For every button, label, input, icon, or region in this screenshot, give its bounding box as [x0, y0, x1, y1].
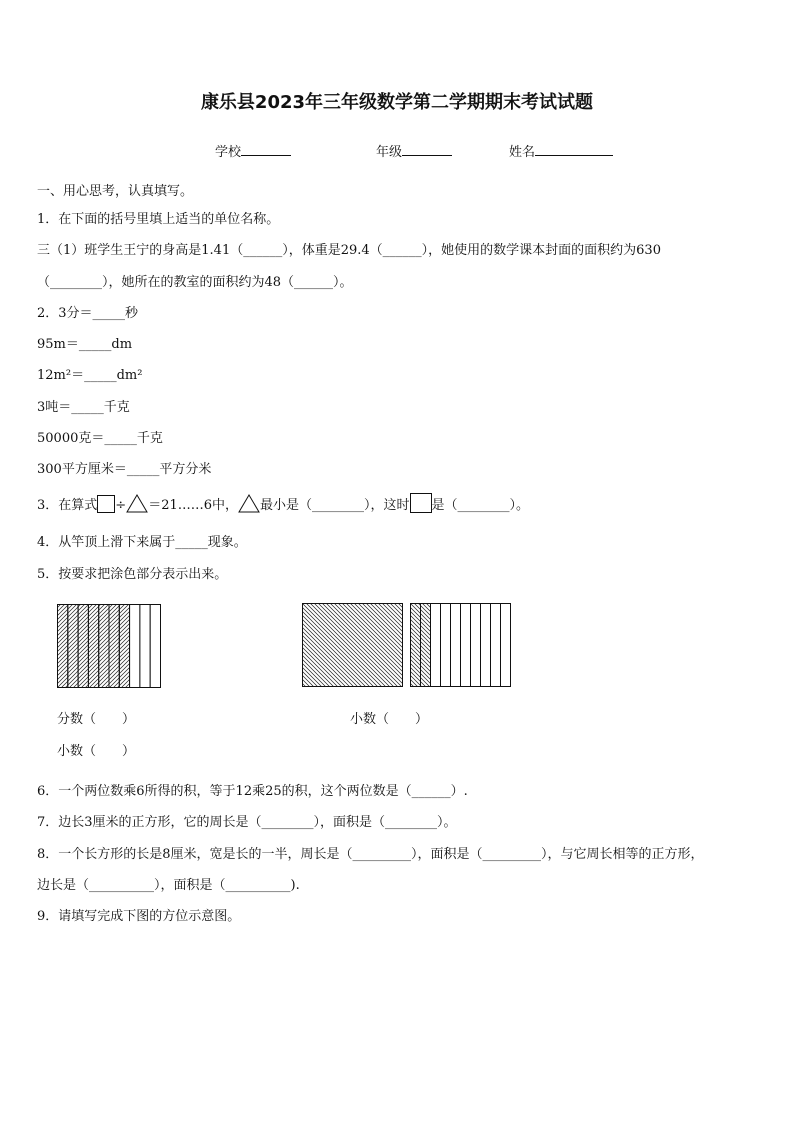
- q2-item: 12m²＝_____dm²: [37, 368, 143, 383]
- q4-text: 4．从竿顶上滑下来属于_____现象。: [37, 535, 247, 550]
- empty-strip: [451, 604, 461, 687]
- school-blank[interactable]: [241, 143, 291, 156]
- triangle-icon: [238, 494, 260, 513]
- square-icon: [410, 493, 432, 513]
- q2-item: 95m＝_____dm: [37, 337, 133, 352]
- school-field: [215, 141, 291, 160]
- grade-field: [376, 141, 452, 160]
- decimal-strip-figure: [410, 603, 514, 689]
- q3-end: 是（________）。: [431, 498, 530, 513]
- q3-div: ÷: [115, 498, 127, 513]
- triangle-icon: [126, 494, 148, 513]
- empty-strip: [130, 605, 140, 688]
- q3-min-text: 最小是（________），这时: [260, 498, 410, 513]
- q8-line2: 边长是（__________），面积是（__________).: [37, 878, 300, 893]
- name-blank[interactable]: [535, 143, 613, 156]
- q2-item: 50000克＝_____千克: [37, 431, 163, 446]
- school-label: 学校: [215, 145, 242, 160]
- shaded-strip: [99, 605, 109, 688]
- empty-strip: [491, 604, 501, 687]
- shaded-strip: [119, 605, 129, 688]
- fraction-strip-figure: [57, 604, 163, 690]
- left-decimal-label: 小数（ ）: [57, 744, 136, 759]
- shaded-strip: [421, 604, 431, 687]
- empty-strip: [471, 604, 481, 687]
- q8-line1: 8．一个长方形的长是8厘米，宽是长的一半，周长是（_________），面积是（_________），与它周长相等的正方形，: [37, 847, 704, 862]
- full-square-figure: [302, 603, 406, 689]
- q1-stem: 1．在下面的括号里填上适当的单位名称。: [37, 212, 280, 227]
- shaded-strip: [411, 604, 421, 687]
- empty-strip: [461, 604, 471, 687]
- grade-blank[interactable]: [402, 143, 452, 156]
- page-title: 康乐县2023年三年级数学第二学期期末考试试题: [200, 92, 594, 113]
- shaded-square: [303, 604, 403, 687]
- empty-strip: [150, 605, 160, 688]
- q1-line2: （________），她所在的教室的面积约为48（______）。: [37, 275, 353, 290]
- shaded-strip: [109, 605, 119, 688]
- q2-item: 300平方厘米＝_____平方分米: [37, 462, 212, 477]
- q5-stem: 5．按要求把涂色部分表示出来。: [37, 567, 228, 582]
- q1-line1: 三（1）班学生王宁的身高是1.41（______），体重是29.4（______），她使用的数学课本封面的面积约为630: [37, 243, 661, 258]
- left-fraction-label: 分数（ ）: [57, 712, 136, 727]
- right-decimal-label: 小数（ ）: [350, 712, 429, 727]
- empty-strip: [481, 604, 491, 687]
- empty-strip: [140, 605, 150, 688]
- q9-text: 9．请填写完成下图的方位示意图。: [37, 909, 241, 924]
- q3-mid: ＝21……6中，: [148, 498, 239, 513]
- q3-prefix: 3．在算式: [37, 498, 98, 513]
- q6-text: 6．一个两位数乘6所得的积，等于12乘25的积，这个两位数是（______）.: [37, 784, 468, 799]
- empty-strip: [431, 604, 441, 687]
- shaded-strip: [78, 605, 88, 688]
- q3-line: [37, 493, 529, 513]
- shaded-strip: [58, 605, 68, 688]
- grade-label: 年级: [376, 145, 403, 160]
- q7-text: 7．边长3厘米的正方形，它的周长是（________），面积是（________）。: [37, 815, 457, 830]
- empty-strip: [501, 604, 511, 687]
- section-heading: 一、用心思考，认真填写。: [37, 184, 194, 199]
- name-label: 姓名: [509, 145, 536, 160]
- q2-item: 3吨＝_____千克: [37, 400, 130, 415]
- q2-stem: 2．3分＝_____秒: [37, 306, 139, 321]
- empty-strip: [441, 604, 451, 687]
- name-field: [509, 141, 613, 160]
- square-icon: [97, 495, 115, 513]
- shaded-strip: [88, 605, 98, 688]
- shaded-strip: [68, 605, 78, 688]
